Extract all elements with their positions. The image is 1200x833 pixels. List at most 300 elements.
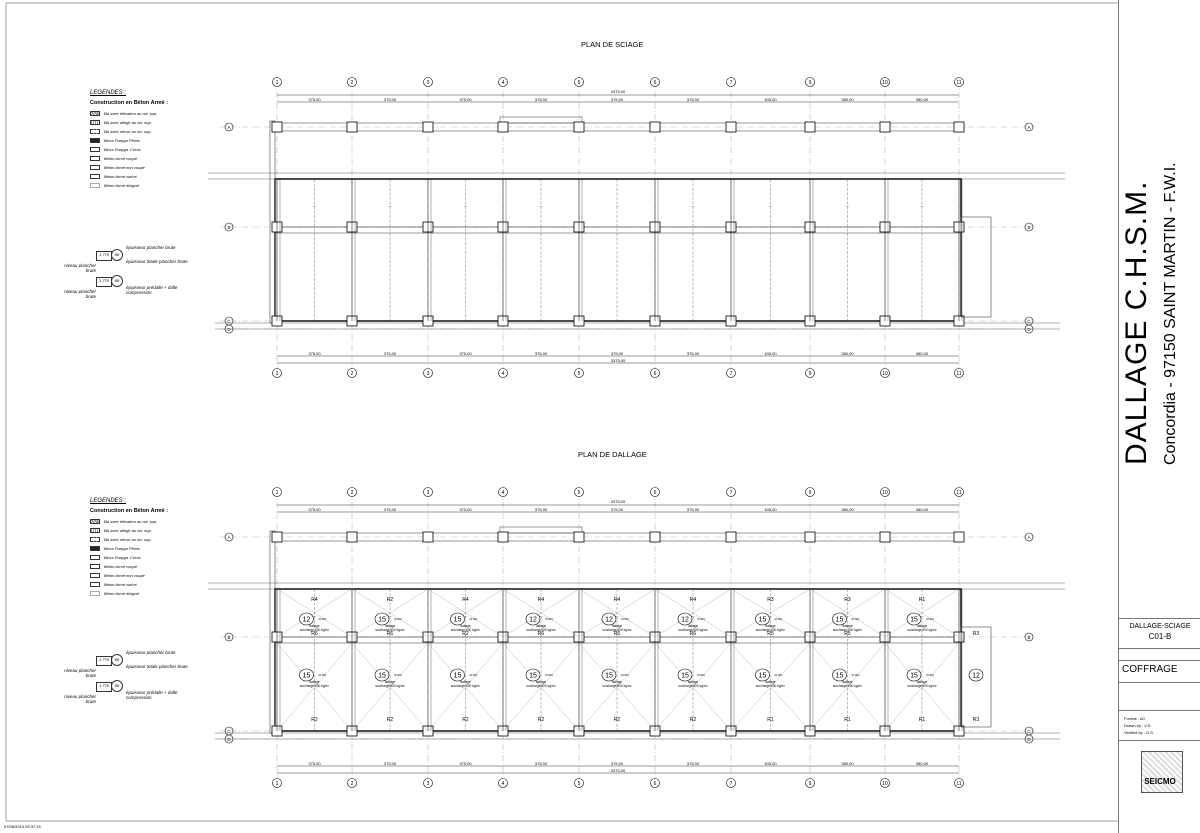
axis-label: 3	[426, 490, 430, 496]
legend-list	[90, 517, 210, 598]
reinforcement-label: R1	[767, 717, 774, 723]
span-dimension: 375,00	[459, 351, 472, 356]
panel-thickness: 15	[378, 616, 386, 624]
span-dimension: 375,00	[534, 97, 548, 102]
panel-load: surcharge 500 kg/m²	[450, 628, 481, 632]
column	[574, 122, 584, 132]
axis-label: 10	[882, 781, 888, 787]
legend-swatch	[90, 183, 100, 188]
axis-label: 6	[653, 80, 657, 86]
panel-type: dallage	[611, 624, 623, 628]
span-dimension: 405,00	[764, 507, 777, 512]
legend-item	[90, 544, 210, 553]
axis-label: 4	[501, 490, 505, 496]
span-dimension: 380,00	[915, 761, 929, 766]
panel-thickness: 15	[758, 672, 767, 680]
reinforcement-label: R3	[972, 631, 980, 637]
level-box: 1.770	[96, 656, 112, 666]
panel-load: surcharge 500 kg/m²	[907, 628, 937, 632]
reinforcement-label: R5	[767, 631, 774, 637]
axis-label: 3	[426, 371, 430, 377]
legend-list	[90, 109, 210, 190]
panel-load: surcharge 500 kg/m²	[678, 684, 708, 688]
total-dimension: 3375,00	[610, 499, 626, 504]
panel-thickness: 15	[910, 672, 918, 680]
axis-label: 1	[275, 781, 279, 787]
panel-thickness: 15	[302, 672, 311, 680]
panel-load: surcharge 500 kg/m²	[526, 684, 556, 688]
axis-label: 2	[350, 371, 354, 377]
legend-swatch	[90, 111, 100, 116]
annotation: ---	[388, 614, 392, 618]
row-label: B	[1027, 635, 1031, 640]
panel-note: (0.60)	[394, 617, 402, 621]
row-label: D	[227, 327, 231, 332]
annotation: ---	[388, 204, 392, 208]
reinforcement-label: R6	[311, 631, 318, 637]
axis-label: 5	[577, 490, 581, 496]
panel-thickness: 15	[378, 672, 386, 680]
panel-load: surcharge 500 kg/m²	[678, 628, 708, 632]
span-dimension: 405,00	[764, 97, 777, 102]
span-dimension: 405,00	[764, 761, 777, 766]
annotation: ---	[691, 614, 695, 618]
legend-item	[90, 145, 210, 154]
panel-thickness: 15	[910, 616, 918, 624]
axis-label: 4	[501, 371, 505, 377]
panel-thickness: 15	[758, 616, 767, 624]
axis-label: 1	[275, 371, 279, 377]
legend-item-label: Béton Armé coupé	[104, 156, 137, 161]
slab-outline	[275, 179, 961, 321]
panel-type: dallage	[916, 624, 928, 628]
row-label: D	[1027, 327, 1031, 332]
legend-callouts-top	[60, 245, 190, 305]
row-label: A	[1027, 125, 1031, 130]
annotation: ---	[769, 614, 772, 618]
column	[650, 122, 660, 132]
row-label: C	[227, 729, 231, 734]
legend-sciage	[90, 90, 210, 190]
reinforcement-label: R2	[613, 717, 621, 723]
panel-load: surcharge 500 kg/m²	[299, 628, 330, 632]
legend-item	[90, 136, 210, 145]
legend-item-label: BA avec élévation au niv. sup.	[104, 111, 158, 116]
span-dimension: 375,00	[686, 761, 700, 766]
project-title: DALLAGE C.H.S.M.	[1120, 180, 1153, 465]
annotation: ---	[313, 614, 316, 618]
column	[574, 532, 584, 542]
legend-item-label: Blocs Parpga Pleins	[104, 546, 140, 551]
span-dimension: 375,00	[383, 761, 397, 766]
annotation: ---	[539, 614, 543, 618]
axis-label: 5	[577, 80, 581, 86]
panel-thickness: 12	[605, 616, 613, 624]
span-dimension: 380,00	[841, 761, 854, 766]
format-label: Format : A0	[1124, 716, 1145, 721]
panel-load: surcharge 500 kg/m²	[602, 684, 632, 688]
axis-label: 7	[729, 80, 733, 86]
panel-thickness: 12	[529, 616, 537, 624]
drawing-category	[1119, 660, 1200, 682]
span-dimension: 380,00	[915, 351, 929, 356]
callout-label: épaisseur plancher brute	[126, 650, 176, 655]
span-dimension: 405,00	[764, 351, 777, 356]
callout-label: niveau plancher brute	[64, 263, 96, 273]
revision-strip	[1119, 682, 1200, 710]
panel-note: (0.60)	[394, 673, 402, 677]
panel-note: (0.60)	[545, 673, 553, 677]
panel-type: dallage	[535, 624, 547, 628]
legend-item	[90, 526, 210, 535]
axis-label: 5	[577, 781, 581, 787]
axis-label: 10	[882, 371, 888, 377]
legend-item	[90, 553, 210, 562]
span-dimension: 375,00	[686, 507, 700, 512]
reinforcement-label: R6	[689, 631, 697, 637]
axis-label: 3	[426, 80, 430, 86]
column	[423, 122, 433, 132]
span-dimension: 375,00	[383, 97, 397, 102]
legend-item-label: BA avec retour au niv. sup.	[104, 537, 152, 542]
legend-dallage	[90, 498, 210, 598]
legend-item-label: BA avec retour au niv. sup.	[104, 129, 152, 134]
legend-swatch	[90, 519, 100, 524]
callout-label: niveau plancher brute	[64, 289, 96, 299]
axis-label: 7	[729, 490, 733, 496]
span-dimension: 375,00	[308, 351, 321, 356]
panel-load: surcharge 500 kg/m²	[602, 628, 632, 632]
span-dimension: 375,00	[308, 507, 321, 512]
legend-item	[90, 562, 210, 571]
reinforcement-label: R2	[689, 717, 697, 723]
reinforcement-label: R2	[462, 717, 469, 723]
column	[272, 122, 282, 132]
axis-label: 9	[808, 490, 812, 496]
panel-load: surcharge 500 kg/m²	[375, 628, 405, 632]
legend-item	[90, 172, 210, 181]
company-logo	[1141, 751, 1183, 793]
annotation: ---	[464, 614, 467, 618]
span-dimension: 375,00	[686, 351, 700, 356]
column	[954, 532, 964, 542]
row-label: A	[1027, 535, 1031, 540]
thickness-circle: 88	[111, 249, 123, 261]
legend-swatch	[90, 528, 100, 533]
span-dimension: 375,00	[308, 97, 321, 102]
total-dimension: 3375,00	[610, 768, 626, 773]
annotation: ---	[769, 204, 772, 208]
annotation: ---	[615, 204, 619, 208]
panel-note: (0.60)	[851, 673, 860, 677]
panel-load: surcharge 500 kg/m²	[375, 684, 405, 688]
panel-type: dallage	[309, 624, 320, 628]
callout-label: épaisseur totale plancher brute	[126, 259, 188, 264]
axis-label: 9	[808, 80, 812, 86]
panel-type: dallage	[842, 624, 853, 628]
right-annex	[961, 217, 991, 317]
reinforcement-label: R2	[386, 597, 394, 603]
legend-item-label: Béton Armé non coupé	[104, 165, 145, 170]
company-block	[1119, 740, 1200, 833]
thickness-circle: 88	[111, 654, 123, 666]
legend-swatch	[90, 582, 100, 587]
legend-swatch	[90, 174, 100, 179]
panel-type: dallage	[687, 680, 699, 684]
row-label: B	[1027, 225, 1031, 230]
reinforcement-label: R4	[462, 597, 469, 603]
panel-note: (0.60)	[621, 617, 629, 621]
column	[805, 122, 815, 132]
drawn-by-label: Drawn by : V.S.	[1124, 723, 1152, 728]
axis-label: 1	[275, 80, 279, 86]
panel-load: surcharge 500 kg/m²	[832, 628, 863, 632]
axis-label: 6	[653, 371, 657, 377]
legend-swatch	[90, 129, 100, 134]
column	[498, 122, 508, 132]
reinforcement-label: R6	[613, 631, 621, 637]
axis-label: 7	[729, 371, 733, 377]
span-dimension: 375,00	[534, 761, 548, 766]
panel-note: (0.60)	[621, 673, 629, 677]
column	[726, 122, 736, 132]
panel-note: (0.60)	[774, 617, 783, 621]
span-dimension: 375,00	[610, 351, 624, 356]
panel-thickness: 15	[453, 616, 462, 624]
reinforcement-label: R4	[537, 597, 545, 603]
column	[726, 532, 736, 542]
callout-label: niveau plancher brute	[64, 668, 96, 678]
callout-label: niveau plancher brute	[64, 694, 96, 704]
legend-item-label: BA avec élévation au niv. sup.	[104, 519, 158, 524]
axis-label: 9	[808, 781, 812, 787]
legend-subtitle: Construction en Béton Armé :	[90, 100, 169, 106]
column	[650, 532, 660, 542]
column	[880, 122, 890, 132]
verified-by-label: Verified by : G.S.	[1124, 730, 1155, 735]
title-block	[1118, 0, 1200, 833]
legend-swatch	[90, 147, 100, 152]
column	[347, 122, 357, 132]
axis-label: 2	[350, 490, 354, 496]
legend-swatch	[90, 555, 100, 560]
row-label: A	[227, 125, 231, 130]
span-dimension: 380,00	[841, 507, 854, 512]
panel-thickness: 12	[302, 616, 311, 624]
callout-label: épaisseur prédalle + dalle compression	[126, 285, 178, 295]
span-dimension: 375,00	[459, 97, 472, 102]
drawing-code: C01-B	[1148, 632, 1172, 641]
total-dimension: 3375,00	[610, 358, 626, 363]
span-dimension: 375,00	[459, 507, 472, 512]
reinforcement-label: R4	[613, 597, 621, 603]
project-location: Concordia - 97150 SAINT MARTIN - F.W.I.	[1162, 162, 1179, 465]
panel-load: surcharge 500 kg/m²	[299, 684, 330, 688]
column	[954, 122, 964, 132]
reinforcement-label: R3	[767, 597, 774, 603]
column	[880, 532, 890, 542]
legend-item	[90, 580, 210, 589]
column	[272, 532, 282, 542]
reinforcement-label: R3	[844, 597, 851, 603]
panel-thickness: 15	[835, 616, 844, 624]
span-dimension: 375,00	[686, 97, 700, 102]
legend-item	[90, 154, 210, 163]
level-box: 1.770	[96, 277, 112, 287]
column	[805, 532, 815, 542]
callout-label: épaisseur totale plancher brute	[126, 664, 188, 669]
level-box: 1.770	[96, 682, 112, 692]
axis-label: 9	[808, 371, 812, 377]
level-box: 1.770	[96, 251, 112, 261]
panel-load: surcharge 500 kg/m²	[907, 684, 937, 688]
span-dimension: 375,00	[610, 97, 624, 102]
column	[347, 532, 357, 542]
legend-item-label: Béton Armé coupé	[104, 564, 137, 569]
legend-callouts-bottom	[60, 650, 190, 710]
row-label: B	[227, 635, 231, 640]
slab-outline	[275, 589, 961, 731]
annotation: ---	[846, 204, 849, 208]
panel-type: dallage	[309, 680, 320, 684]
footer-code: 07/08/2013 09:37:15	[4, 824, 41, 829]
span-dimension: 375,00	[383, 507, 397, 512]
thickness-circle: 88	[111, 275, 123, 287]
axis-label: 3	[426, 781, 430, 787]
plan-de-sciage	[208, 78, 1065, 378]
axis-label: 4	[501, 80, 505, 86]
column	[423, 532, 433, 542]
span-dimension: 375,00	[308, 761, 321, 766]
callout-label: épaisseur plancher brute	[126, 245, 176, 250]
reinforcement-label: R2	[311, 717, 318, 723]
legend-swatch	[90, 591, 100, 596]
span-dimension: 375,00	[610, 507, 624, 512]
panel-note: (0.60)	[926, 617, 934, 621]
legend-item	[90, 118, 210, 127]
panel-load: surcharge 500 kg/m²	[832, 684, 863, 688]
reinforcement-label: R2	[386, 717, 394, 723]
axis-label: 10	[882, 490, 888, 496]
row-label: D	[1027, 737, 1031, 742]
annotation: ---	[920, 204, 924, 208]
legend-swatch	[90, 573, 100, 578]
thickness-circle: 88	[111, 680, 123, 692]
panel-thickness: 12	[681, 616, 689, 624]
panel-note: (0.60)	[697, 617, 705, 621]
span-dimension: 380,00	[841, 351, 854, 356]
panel-load: surcharge 500 kg/m²	[450, 684, 481, 688]
annotation: ---	[539, 204, 543, 208]
axis-label: 4	[501, 781, 505, 787]
legend-item-label: Béton Armé éloigné	[104, 591, 139, 596]
panel-type: dallage	[611, 680, 623, 684]
legend-item	[90, 181, 210, 190]
legend-item	[90, 109, 210, 118]
panel-note: (0.60)	[697, 673, 705, 677]
total-dimension: 3375,00	[610, 89, 626, 94]
panel-load: surcharge 500 kg/m²	[755, 628, 786, 632]
legend-swatch	[90, 120, 100, 125]
beam-recess	[500, 527, 582, 533]
legend-item-label: Béton Armé non coupé	[104, 573, 145, 578]
legend-item-label: Béton Armé éloigné	[104, 183, 139, 188]
panel-note: (0.60)	[926, 673, 934, 677]
panel-type: dallage	[535, 680, 547, 684]
reinforcement-label: R3	[972, 717, 980, 723]
span-dimension: 380,00	[915, 97, 929, 102]
axis-label: 2	[350, 781, 354, 787]
revision-info	[1119, 648, 1200, 660]
legend-title: LEGENDES :	[90, 498, 127, 504]
axis-label: 11	[956, 371, 962, 377]
reinforcement-label: R6	[386, 631, 394, 637]
annotation: ---	[615, 614, 619, 618]
panel-type: dallage	[460, 680, 471, 684]
annotation: ---	[920, 614, 924, 618]
legend-title: LEGENDES :	[90, 90, 127, 96]
panel-note: (0.60)	[851, 617, 860, 621]
row-label: C	[1027, 319, 1031, 324]
format-info	[1119, 710, 1200, 740]
beam-recess	[500, 117, 582, 123]
legend-swatch	[90, 564, 100, 569]
legend-item	[90, 589, 210, 598]
reinforcement-label: R1	[844, 717, 851, 723]
span-dimension: 380,00	[841, 97, 854, 102]
row-label: C	[227, 319, 231, 324]
legend-item	[90, 517, 210, 526]
legend-swatch	[90, 138, 100, 143]
panel-load: surcharge 500 kg/m²	[526, 628, 556, 632]
panel-note: (0.60)	[774, 673, 783, 677]
axis-label: 7	[729, 781, 733, 787]
annotation: ---	[691, 204, 695, 208]
reinforcement-label: R2	[537, 717, 545, 723]
legend-item-label: BA avec allège au niv. sup.	[104, 528, 152, 533]
span-dimension: 375,00	[534, 507, 548, 512]
panel-type: dallage	[384, 680, 396, 684]
axis-label: 2	[350, 80, 354, 86]
panel-thickness: 15	[453, 672, 462, 680]
reinforcement-label: R1	[918, 717, 926, 723]
span-dimension: 375,00	[534, 351, 548, 356]
axis-label: 6	[653, 781, 657, 787]
reinforcement-label: R2	[462, 631, 469, 637]
panel-type: dallage	[842, 680, 853, 684]
legend-swatch	[90, 537, 100, 542]
reinforcement-label: R4	[689, 597, 697, 603]
legend-swatch	[90, 546, 100, 551]
column	[498, 532, 508, 542]
reinforcement-label: R4	[311, 597, 318, 603]
axis-label: 1	[275, 490, 279, 496]
legend-item-label: Blocs Parpga. Creux	[104, 147, 141, 152]
panel-thickness: 15	[605, 672, 613, 680]
plan-dallage-title: PLAN DE DALLAGE	[578, 450, 647, 459]
panel-thickness: 15	[835, 672, 844, 680]
legend-subtitle: Construction en Béton Armé :	[90, 508, 169, 514]
plan-sciage-title: PLAN DE SCIAGE	[581, 40, 644, 49]
callout-label: épaisseur prédalle + dalle compression	[126, 690, 178, 700]
reinforcement-label: R1	[918, 597, 926, 603]
panel-type: dallage	[765, 680, 776, 684]
annotation: ---	[313, 204, 316, 208]
axis-label: 11	[956, 490, 962, 496]
span-dimension: 375,00	[610, 761, 624, 766]
panel-thickness: 15	[529, 672, 537, 680]
reinforcement-label: R5	[844, 631, 851, 637]
